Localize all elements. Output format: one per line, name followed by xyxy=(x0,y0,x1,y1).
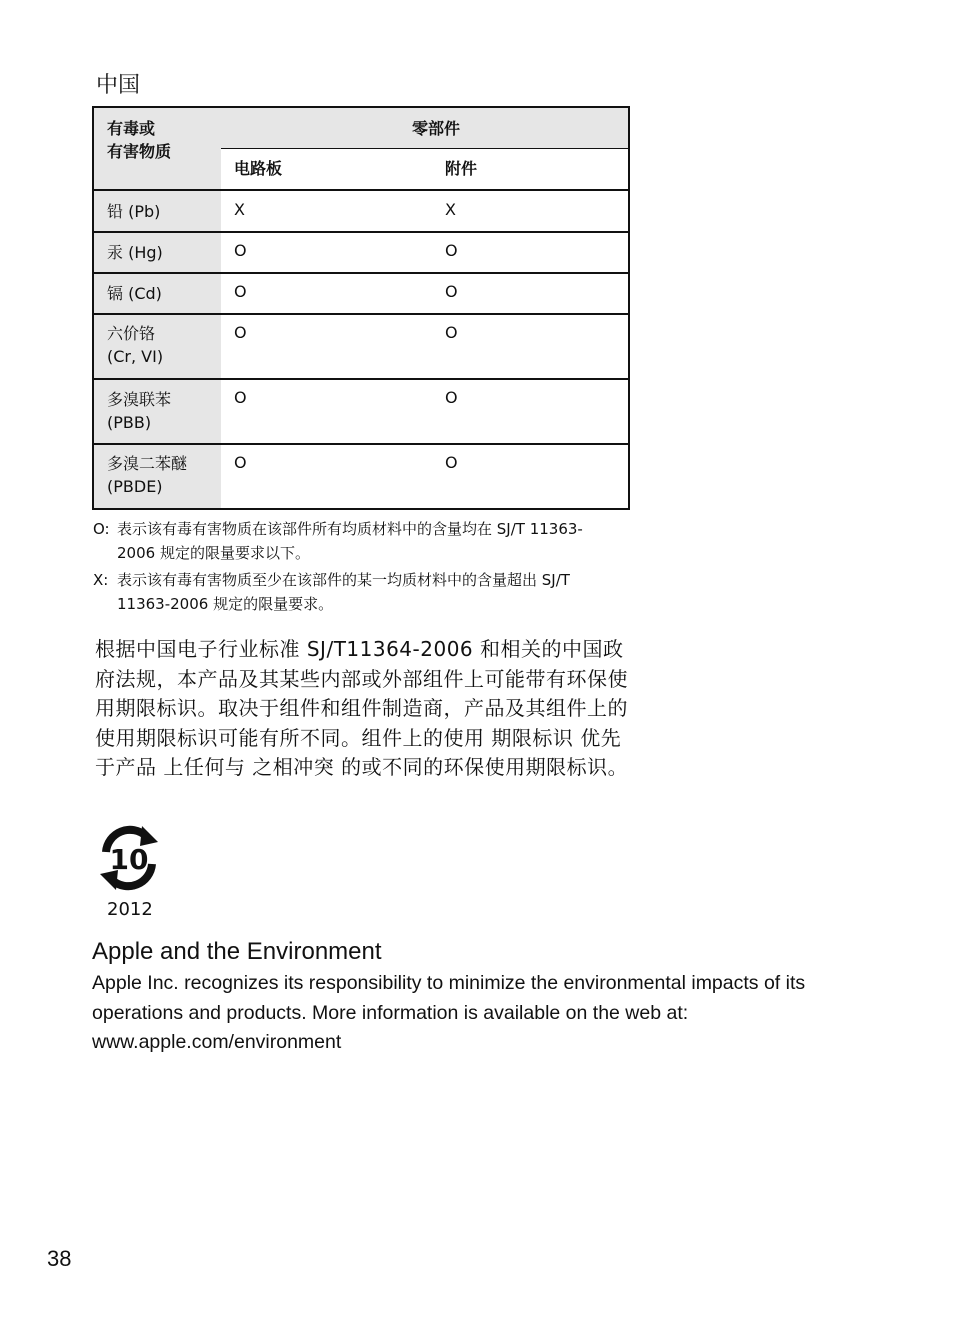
table-cell: O xyxy=(445,453,458,472)
hazardous-substance-table xyxy=(92,106,630,510)
note-key: O: xyxy=(93,520,110,538)
table-cell: O xyxy=(234,323,247,342)
corner-header: 有毒或 有害物质 xyxy=(107,119,172,161)
body-paragraph: 根据中国电子行业标准 SJ/T11364-2006 和相关的中国政府法规，本产品及其某些内部或外部组件上可能带有环保使用期限标识。取决于组件和组件制造商，产品及其组件上的使用期限标识可能有所不同。组件上的使用 期限标识 优先于产品 上任何与 之相冲突 的或不同的环保使用期限标识。 xyxy=(95,637,629,779)
grid-line xyxy=(94,189,628,191)
substance-label: 多溴联苯 (PBB) xyxy=(107,390,172,432)
substance-label: 多溴二苯醚 (PBDE) xyxy=(107,454,188,496)
sub-header-circuit-board: 电路板 xyxy=(234,159,283,178)
header-shade-top xyxy=(94,108,628,149)
page-number: 38 xyxy=(47,1246,72,1271)
substance-label: 铅 (Pb) xyxy=(107,202,161,221)
table-cell: O xyxy=(234,453,247,472)
substance-label: 镉 (Cd) xyxy=(107,284,162,303)
section-title: 中国 xyxy=(96,73,141,98)
substance-label: 六价铬 (Cr, VI) xyxy=(107,324,164,366)
grid-line xyxy=(221,148,628,149)
note-key: X: xyxy=(93,571,109,589)
logo-number: 10 xyxy=(109,843,149,876)
environment-body: Apple Inc. recognizes its responsibility to minimize the environmental impacts of its operations and products. More information is available on the web at: www.apple.com/environment xyxy=(92,972,806,1053)
grid-line xyxy=(94,231,628,233)
table-cell: O xyxy=(445,282,458,301)
grid-line xyxy=(94,313,628,315)
table-cell: O xyxy=(445,388,458,407)
note-text: 表示该有毒有害物质至少在该部件的某一均质材料中的含量超出 SJ/T 11363-2006 规定的限量要求。 xyxy=(117,571,570,613)
table-cell: O xyxy=(234,282,247,301)
table-cell: X xyxy=(234,200,245,219)
table-cell: O xyxy=(445,323,458,342)
table-cell: O xyxy=(445,241,458,260)
grid-line xyxy=(94,378,628,380)
logo-year: 2012 xyxy=(107,899,153,920)
group-header: 零部件 xyxy=(412,119,461,138)
note-o xyxy=(93,517,623,567)
environment-heading: Apple and the Environment xyxy=(92,938,382,965)
note-text: 表示该有毒有害物质在该部件所有均质材料中的含量均在 SJ/T 11363-2006 规定的限量要求以下。 xyxy=(117,520,583,562)
table-cell: O xyxy=(234,241,247,260)
grid-line xyxy=(94,272,628,274)
grid-line xyxy=(94,443,628,445)
substance-label: 汞 (Hg) xyxy=(107,243,163,262)
note-x xyxy=(93,568,623,618)
environment-protection-use-period-icon xyxy=(92,822,166,894)
table-cell: O xyxy=(234,388,247,407)
table-cell: X xyxy=(445,200,456,219)
sub-header-accessories: 附件 xyxy=(445,159,478,178)
